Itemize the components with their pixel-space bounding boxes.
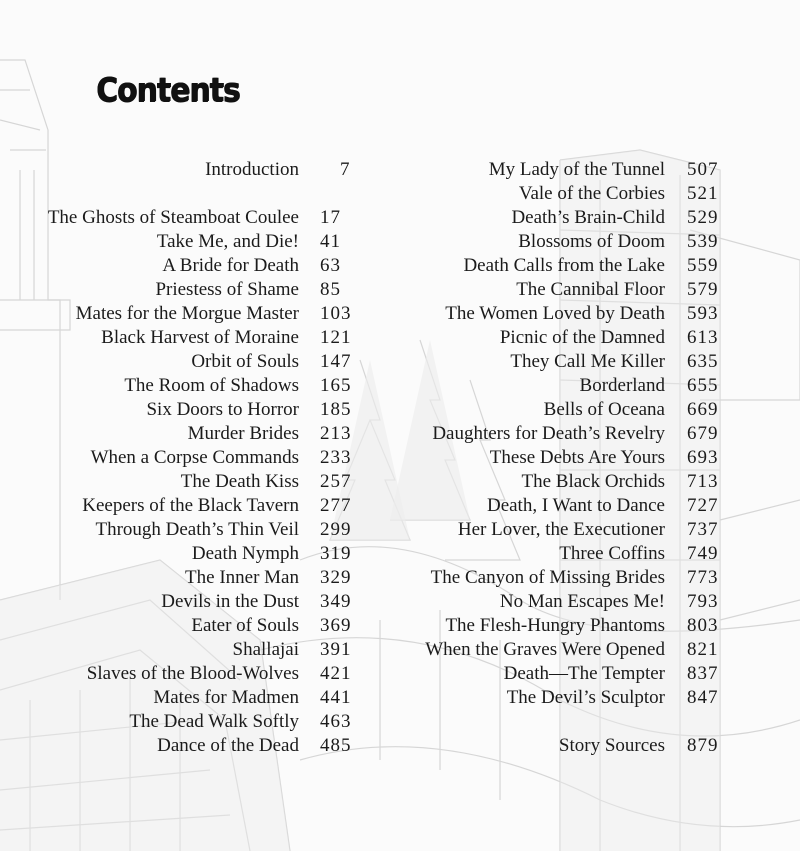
toc-entry	[0, 686, 800, 710]
toc-entry	[0, 326, 800, 350]
toc-entry	[0, 158, 800, 182]
toc-entry-page: 773	[687, 567, 719, 588]
toc-entry-page: 693	[687, 447, 719, 468]
toc-entry-page: 185	[320, 399, 352, 420]
toc-entry	[0, 278, 800, 302]
toc-entry-page: 593	[687, 303, 719, 324]
toc-entry-title: Death’s Brain-Child	[511, 207, 665, 228]
toc-entry-title: Black Harvest of Moraine	[101, 327, 299, 348]
toc-entry	[0, 398, 800, 422]
toc-entry-title: When a Corpse Commands	[90, 447, 299, 468]
toc-entry-page: 579	[687, 279, 719, 300]
toc-entry-title: Death Calls from the Lake	[463, 255, 665, 276]
toc-entry-title: Orbit of Souls	[191, 351, 299, 372]
toc-entry-title: Dance of the Dead	[157, 735, 299, 756]
toc-entry-page: 7	[340, 159, 351, 180]
toc-entry	[0, 374, 800, 398]
toc-entry-page: 635	[687, 351, 719, 372]
toc-entry-page: 521	[687, 183, 719, 204]
toc-entry-title: The Death Kiss	[180, 471, 299, 492]
toc-entry-page: 847	[687, 687, 719, 708]
toc-entry-title: Bells of Oceana	[543, 399, 665, 420]
toc-entry-page: 669	[687, 399, 719, 420]
toc-entry-page: 463	[320, 711, 352, 732]
toc-entry	[0, 662, 800, 686]
toc-entry-page: 441	[320, 687, 352, 708]
toc-entry-page: 85	[320, 279, 341, 300]
toc-entry-title: Story Sources	[558, 735, 665, 756]
toc-entry-title: These Debts Are Yours	[489, 447, 665, 468]
toc-entry	[0, 734, 800, 758]
toc-entry-title: Murder Brides	[187, 423, 299, 444]
toc-entry-page: 147	[320, 351, 352, 372]
toc-entry	[0, 422, 800, 446]
toc-entry	[0, 590, 800, 614]
toc-entry-page: 727	[687, 495, 719, 516]
toc-entry-page: 879	[687, 735, 719, 756]
toc-entry-page: 103	[320, 303, 352, 324]
toc-entry	[0, 470, 800, 494]
toc-entry-title: Mates for Madmen	[153, 687, 299, 708]
toc-entry-page: 391	[320, 639, 352, 660]
toc-entry-page: 17	[320, 207, 341, 228]
toc-entry-title: The Ghosts of Steamboat Coulee	[47, 207, 299, 228]
toc-entry-page: 63	[320, 255, 341, 276]
toc-entry-title: The Dead Walk Softly	[129, 711, 299, 732]
toc-entry	[0, 566, 800, 590]
toc-entry-title: Blossoms of Doom	[518, 231, 665, 252]
toc-entry-title: My Lady of the Tunnel	[488, 159, 665, 180]
toc-entry-page: 803	[687, 615, 719, 636]
toc-entry-title: Introduction	[205, 159, 299, 180]
toc-entry-page: 41	[320, 231, 341, 252]
toc-entry-page: 213	[320, 423, 352, 444]
toc-entry-page: 319	[320, 543, 352, 564]
toc-entry-title: The Cannibal Floor	[516, 279, 665, 300]
toc-entry	[0, 182, 800, 206]
contents-heading: Contents	[96, 70, 240, 109]
toc-entry-title: Eater of Souls	[191, 615, 299, 636]
toc-entry-title: Keepers of the Black Tavern	[82, 495, 299, 516]
toc-entry-title: The Room of Shadows	[124, 375, 299, 396]
toc-entry-title: Death Nymph	[191, 543, 299, 564]
toc-entry-page: 613	[687, 327, 719, 348]
toc-entry-title: The Canyon of Missing Brides	[430, 567, 665, 588]
toc-entry-title: Her Lover, the Executioner	[457, 519, 665, 540]
toc-entry-page: 559	[687, 255, 719, 276]
toc-entry	[0, 254, 800, 278]
toc-entry-page: 821	[687, 639, 719, 660]
toc-entry-page: 749	[687, 543, 719, 564]
toc-entry	[0, 302, 800, 326]
toc-entry-page: 329	[320, 567, 352, 588]
toc-entry-title: The Inner Man	[185, 567, 299, 588]
toc-entry-page: 737	[687, 519, 719, 540]
toc-entry-title: Mates for the Morgue Master	[75, 303, 299, 324]
toc-entry-page: 507	[687, 159, 719, 180]
toc-entry	[0, 446, 800, 470]
toc-entry-title: Devils in the Dust	[161, 591, 299, 612]
toc-entry	[0, 518, 800, 542]
toc-entry	[0, 614, 800, 638]
toc-entry-title: Through Death’s Thin Veil	[95, 519, 299, 540]
toc-entry-page: 369	[320, 615, 352, 636]
toc-entry-title: The Women Loved by Death	[445, 303, 665, 324]
toc-entry-title: The Flesh-Hungry Phantoms	[445, 615, 665, 636]
toc-entry	[0, 494, 800, 518]
toc-entry-page: 793	[687, 591, 719, 612]
toc-entry	[0, 638, 800, 662]
toc-entry-title: The Devil’s Sculptor	[506, 687, 665, 708]
toc-entry-page: 299	[320, 519, 352, 540]
toc-entry-title: A Bride for Death	[162, 255, 299, 276]
toc-entry-page: 233	[320, 447, 352, 468]
toc-entry-page: 837	[687, 663, 719, 684]
toc-entry	[0, 542, 800, 566]
toc-entry-title: Death—The Tempter	[503, 663, 665, 684]
toc-entry-title: Take Me, and Die!	[156, 231, 299, 252]
toc-entry-page: 121	[320, 327, 352, 348]
toc-entry	[0, 230, 800, 254]
toc-entry-title: When the Graves Were Opened	[425, 639, 665, 660]
toc-entry-title: The Black Orchids	[521, 471, 665, 492]
toc-entry-title: Slaves of the Blood-Wolves	[86, 663, 299, 684]
toc-entry-title: Picnic of the Damned	[499, 327, 665, 348]
toc-entry-page: 679	[687, 423, 719, 444]
toc-entry-page: 713	[687, 471, 719, 492]
toc-entry-title: Vale of the Corbies	[518, 183, 665, 204]
toc-entry-page: 421	[320, 663, 352, 684]
toc-entry-title: Six Doors to Horror	[146, 399, 299, 420]
toc-entry-page: 539	[687, 231, 719, 252]
toc-entry-title: Death, I Want to Dance	[486, 495, 665, 516]
toc-entry-page: 277	[320, 495, 352, 516]
toc-entry-page: 529	[687, 207, 719, 228]
toc-entry-page: 165	[320, 375, 352, 396]
toc-entry	[0, 206, 800, 230]
toc-entry-page: 655	[687, 375, 719, 396]
toc-entry	[0, 350, 800, 374]
toc-entry-title: Daughters for Death’s Revelry	[432, 423, 665, 444]
toc-entry-title: No Man Escapes Me!	[499, 591, 665, 612]
toc-entry-title: Priestess of Shame	[155, 279, 299, 300]
toc-entry-title: Borderland	[579, 375, 665, 396]
toc-entry-title: Shallajai	[232, 639, 299, 660]
toc-entry-title: Three Coffins	[559, 543, 665, 564]
toc-entry-title: They Call Me Killer	[510, 351, 665, 372]
toc-entry-page: 485	[320, 735, 352, 756]
toc-entry-page: 257	[320, 471, 352, 492]
toc-entry-page: 349	[320, 591, 352, 612]
